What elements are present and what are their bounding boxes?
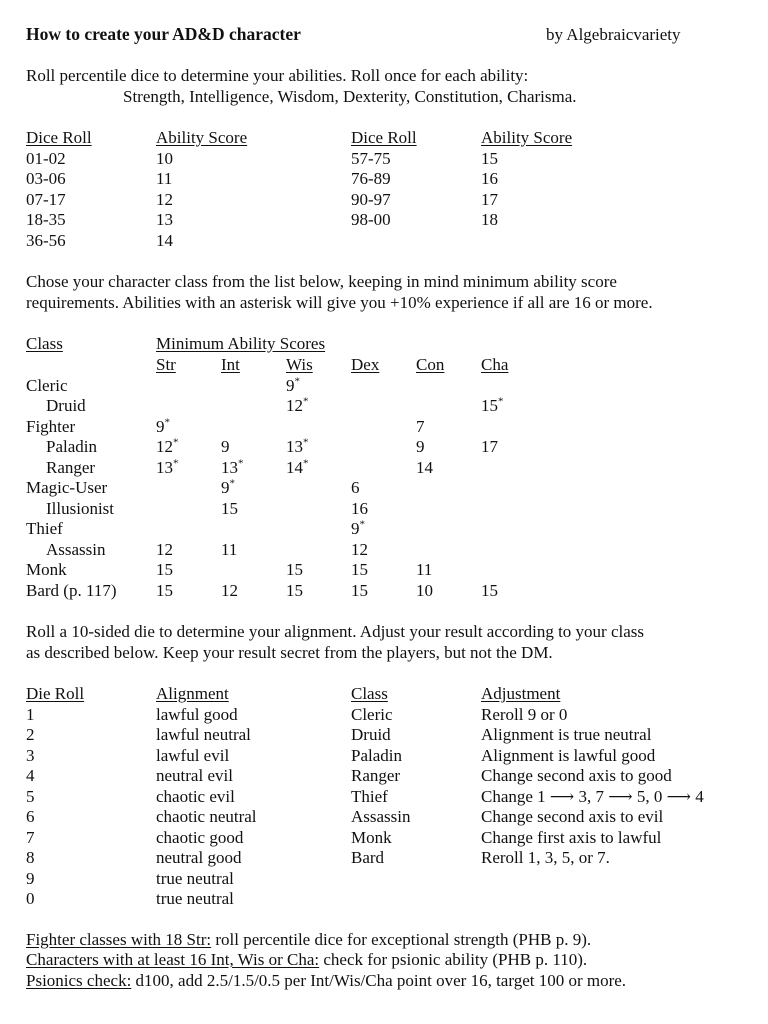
footnote (26, 971, 626, 992)
ability-column-header: Str (156, 355, 176, 374)
dice-roll-cell: 07-17 (26, 189, 66, 209)
score-value: 13 (156, 457, 173, 477)
footnote (26, 930, 591, 951)
die-roll-header: Die Roll (26, 684, 85, 703)
dice-roll-cell: 90-97 (351, 189, 391, 209)
die-roll-cell: 3 (26, 745, 35, 765)
class-name: Monk (26, 560, 67, 579)
class-name: Magic-User (26, 478, 108, 497)
adjustment-class-cell: Bard (351, 848, 385, 867)
die-roll-cell: 9 (26, 868, 35, 888)
score-value: 16 (351, 498, 368, 518)
minimum-score-cell (286, 458, 309, 479)
ability-score-header-left: Ability Score (156, 128, 248, 147)
adjustment-cell: Change second axis to good (481, 766, 672, 785)
class-name: Druid (46, 396, 86, 415)
minimum-score-cell (221, 540, 237, 561)
minimum-score-cell (286, 396, 309, 417)
class-name: Assassin (46, 539, 106, 559)
class-name: Paladin (46, 437, 97, 456)
score-value: 15 (156, 580, 173, 600)
ability-score-cell: 16 (481, 169, 498, 188)
experience-bonus-asterisk: * (359, 518, 365, 531)
score-value: 12 (351, 539, 368, 559)
adjustment-cell: Alignment is true neutral (481, 725, 652, 744)
ability-column-header: Wis (286, 355, 313, 374)
abilities-intro-line-2: Strength, Intelligence, Wisdom, Dexterity, Constitution, Charisma. (123, 87, 577, 106)
minimum-scores-header: Minimum Ability Scores (156, 334, 326, 353)
class-name: Ranger (46, 457, 96, 477)
footnote (26, 950, 587, 971)
minimum-score-cell (351, 581, 368, 602)
score-value: 9 (221, 478, 230, 497)
class-name: Thief (26, 519, 63, 538)
document-title: How to create your AD&D character (26, 24, 301, 44)
score-value: 12 (286, 396, 303, 415)
dice-roll-cell: 18-35 (26, 210, 66, 229)
minimum-score-cell (156, 540, 173, 561)
minimum-score-cell (156, 581, 173, 602)
score-value: 7 (416, 416, 425, 436)
ability-score-cell: 13 (156, 210, 173, 229)
adjustment-class-cell: Thief (351, 786, 388, 806)
footnote-text: d100, add 2.5/1.5/0.5 per Int/Wis/Cha point over 16, target 100 or more. (131, 971, 627, 990)
die-roll-cell: 2 (26, 725, 35, 744)
die-roll-cell: 7 (26, 827, 35, 847)
ability-score-header-right: Ability Score (481, 128, 573, 147)
score-value: 12 (221, 580, 238, 600)
score-value: 13 (221, 457, 238, 477)
ability-column-header: Int (221, 355, 240, 374)
minimum-score-cell (351, 560, 368, 581)
minimum-score-cell (286, 437, 309, 458)
alignment-header: Alignment (156, 684, 229, 703)
experience-bonus-asterisk: * (303, 395, 309, 408)
adjustment-cell: Reroll 1, 3, 5, or 7. (481, 848, 610, 867)
minimum-score-cell (156, 417, 170, 438)
minimum-score-cell (156, 560, 173, 581)
experience-bonus-asterisk: * (303, 456, 309, 469)
die-roll-cell: 5 (26, 786, 35, 806)
adjustment-class-cell: Monk (351, 827, 392, 847)
class-name: Cleric (26, 375, 68, 395)
alignment-cell: neutral evil (156, 766, 233, 785)
score-value: 15 (351, 580, 368, 600)
ability-score-cell: 15 (481, 148, 498, 168)
ability-column-header: Dex (351, 355, 380, 374)
adjustment-header: Adjustment (481, 684, 561, 703)
alignment-cell: chaotic neutral (156, 807, 257, 826)
adjustment-class-cell: Ranger (351, 766, 401, 785)
adjustment-cell: Change first axis to lawful (481, 827, 662, 847)
minimum-score-cell (416, 437, 425, 458)
score-value: 15 (156, 560, 173, 579)
score-value: 14 (416, 457, 433, 477)
minimum-score-cell (351, 478, 360, 499)
class-intro-line-1: Chose your character class from the list below, keeping in mind minimum ability score (26, 272, 617, 291)
dice-roll-cell: 98-00 (351, 210, 391, 229)
class-name: Bard (p. 117) (26, 580, 117, 600)
minimum-score-cell (221, 478, 235, 499)
die-roll-cell: 4 (26, 766, 35, 785)
experience-bonus-asterisk: * (164, 415, 170, 428)
class-intro-line-2: requirements. Abilities with an asterisk will give you +10% experience if all are 16 or more. (26, 293, 653, 312)
die-roll-cell: 6 (26, 807, 35, 826)
minimum-score-cell (351, 540, 368, 561)
dice-roll-cell: 01-02 (26, 148, 66, 168)
score-value: 9 (351, 519, 360, 538)
experience-bonus-asterisk: * (229, 477, 235, 490)
minimum-score-cell (416, 458, 433, 479)
minimum-score-cell (416, 581, 433, 602)
adjustment-cell: Change second axis to evil (481, 807, 664, 826)
minimum-score-cell (221, 581, 238, 602)
score-value: 12 (156, 437, 173, 456)
minimum-score-cell (481, 437, 498, 458)
score-value: 9 (416, 437, 425, 456)
score-value: 15 (481, 396, 498, 415)
adjustment-class-cell: Druid (351, 725, 391, 744)
score-value: 15 (351, 560, 368, 579)
alignment-cell: chaotic evil (156, 786, 235, 806)
score-value: 15 (481, 580, 498, 600)
ability-score-cell: 11 (156, 169, 173, 188)
ability-score-cell: 14 (156, 230, 173, 250)
ability-column-header: Con (416, 355, 445, 374)
alignment-cell: true neutral (156, 889, 234, 908)
minimum-score-cell (416, 560, 432, 581)
score-value: 11 (416, 560, 433, 579)
adjustment-class-cell: Paladin (351, 745, 402, 765)
abilities-intro-line-1: Roll percentile dice to determine your abilities. Roll once for each ability: (26, 66, 529, 85)
experience-bonus-asterisk: * (294, 374, 300, 387)
score-value: 17 (481, 437, 498, 456)
author-byline: by Algebraicvariety (546, 25, 681, 44)
minimum-score-cell (286, 376, 300, 397)
score-value: 15 (286, 580, 303, 600)
alignment-cell: lawful evil (156, 745, 230, 765)
die-roll-cell: 8 (26, 848, 35, 867)
alignment-cell: neutral good (156, 848, 242, 867)
minimum-score-cell (481, 396, 504, 417)
score-value: 12 (156, 539, 173, 559)
footnote-text: roll percentile dice for exceptional strength (PHB p. 9). (211, 930, 592, 949)
experience-bonus-asterisk: * (498, 395, 504, 408)
score-value: 6 (351, 478, 360, 497)
minimum-score-cell (156, 437, 179, 458)
ability-score-cell: 12 (156, 189, 173, 209)
score-value: 10 (416, 580, 433, 600)
alignment-cell: true neutral (156, 868, 234, 888)
score-value: 14 (286, 457, 303, 477)
minimum-score-cell (351, 519, 365, 540)
adjustment-class-cell: Cleric (351, 704, 393, 724)
minimum-score-cell (351, 499, 368, 520)
alignment-cell: lawful good (156, 704, 238, 724)
minimum-score-cell (416, 417, 425, 438)
footnote-label: Characters with at least 16 Int, Wis or Cha: (26, 950, 320, 969)
dice-roll-header-left: Dice Roll (26, 128, 92, 147)
footnote-label: Fighter classes with 18 Str: (26, 930, 212, 949)
alignment-intro-line-1: Roll a 10-sided die to determine your alignment. Adjust your result according to your class (26, 622, 645, 641)
class-name: Illusionist (46, 498, 115, 518)
dice-roll-header-right: Dice Roll (351, 128, 417, 147)
dice-roll-cell: 36-56 (26, 230, 66, 250)
adjustment-cell: Alignment is lawful good (481, 745, 656, 765)
minimum-score-cell (481, 581, 498, 602)
minimum-score-cell (221, 499, 238, 520)
class-header: Class (26, 334, 63, 353)
class-name: Fighter (26, 416, 76, 436)
ability-score-cell: 10 (156, 148, 173, 168)
alignment-intro-line-2: as described below. Keep your result secret from the players, but not the DM. (26, 643, 553, 662)
adjustment-class-header: Class (351, 684, 388, 703)
score-value: 15 (221, 498, 238, 518)
adjustment-cell: Change 1 ⟶ 3, 7 ⟶ 5, 0 ⟶ 4 (481, 786, 704, 806)
alignment-cell: chaotic good (156, 827, 244, 847)
score-value: 9 (286, 375, 295, 395)
adjustment-cell: Reroll 9 or 0 (481, 704, 568, 724)
score-value: 9 (156, 416, 165, 436)
minimum-score-cell (221, 458, 244, 479)
dice-roll-cell: 76-89 (351, 169, 391, 188)
ability-column-header: Cha (481, 355, 509, 374)
footnote-label: Psionics check: (26, 971, 132, 990)
die-roll-cell: 0 (26, 889, 35, 908)
die-roll-cell: 1 (26, 704, 35, 724)
score-value: 15 (286, 560, 303, 579)
score-value: 13 (286, 437, 303, 456)
score-value: 9 (221, 437, 230, 456)
minimum-score-cell (286, 581, 303, 602)
minimum-score-cell (286, 560, 303, 581)
dice-roll-cell: 57-75 (351, 148, 391, 168)
experience-bonus-asterisk: * (173, 456, 179, 469)
adjustment-class-cell: Assassin (351, 807, 411, 826)
minimum-score-cell (221, 437, 230, 458)
minimum-score-cell (156, 458, 179, 479)
score-value: 11 (221, 539, 238, 559)
experience-bonus-asterisk: * (238, 456, 244, 469)
dice-roll-cell: 03-06 (26, 169, 66, 188)
experience-bonus-asterisk: * (303, 436, 309, 449)
ability-score-cell: 17 (481, 189, 498, 209)
ability-score-cell: 18 (481, 210, 498, 229)
alignment-cell: lawful neutral (156, 725, 251, 744)
footnote-text: check for psionic ability (PHB p. 110). (319, 950, 588, 969)
experience-bonus-asterisk: * (173, 436, 179, 449)
